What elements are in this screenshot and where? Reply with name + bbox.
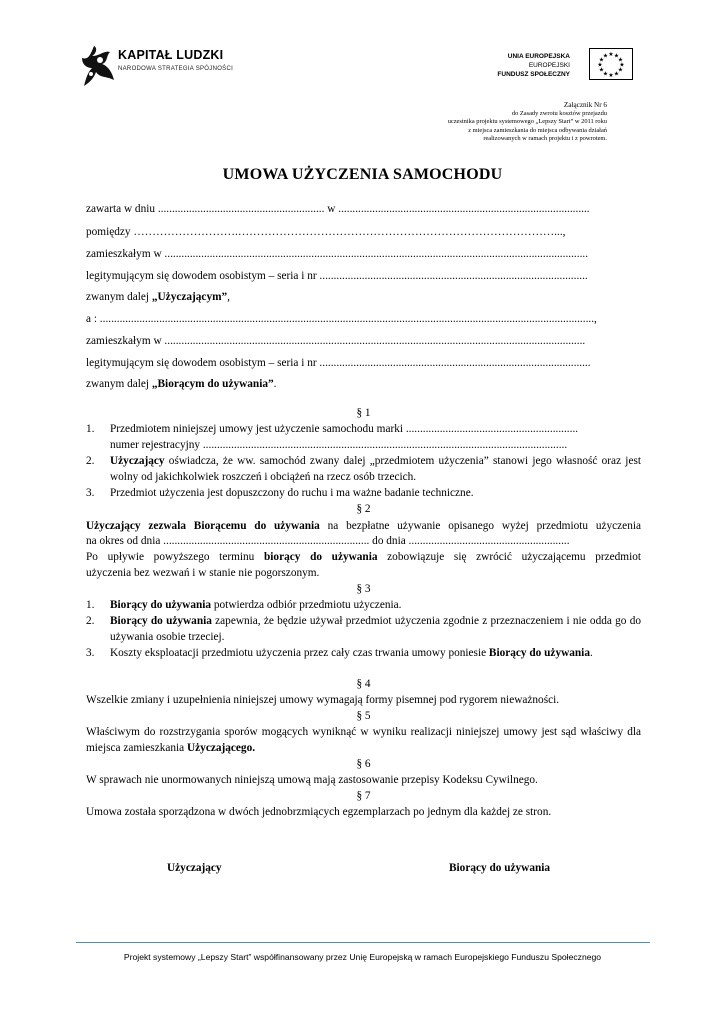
s3-item-3-bold: Biorący do używania [488,647,590,659]
section-7-p: Umowa została sporządzona w dwóch jednobrzmiących egzemplarzach po jednym dla każdej ze stron. [86,806,552,818]
s3-item-1-text [110,597,641,613]
annex-line-4: z miejsca zamieszkania do miejsca odbywania działań [468,126,607,134]
section-1-mark: § 1 [356,407,371,419]
section-1-item-2 [86,453,641,485]
section-3-mark: § 3 [356,583,371,595]
svg-text:★: ★ [619,61,625,69]
eu-line-1: UNIA EUROPEJSKA [507,53,570,60]
signature-lender: Użyczający [167,862,222,874]
item-number: 2. [86,615,95,627]
svg-text:★: ★ [602,70,609,78]
svg-text:★: ★ [597,61,603,69]
footer-text: Projekt systemowy „Lepszy Start” współfinansowany przez Unię Europejską w ramach Europejskiego Funduszu Społecznego [123,952,602,962]
section-2-p4: użyczenia bez wezwań i w stanie nie pogorszonym. [86,567,320,579]
item-3-text: Przedmiot użyczenia jest dopuszczony do ruchu i ma ważne badanie techniczne. [110,487,474,499]
section-2-mark: § 2 [356,503,371,515]
section-7-mark: § 7 [356,790,371,802]
s3-item-3-punct: . [589,647,593,659]
svg-text:★: ★ [608,72,614,79]
intro-zamieszkalym-1: zamieszkałym w ...................................................................................................................................................... [86,248,589,260]
item-1-line-a: Przedmiotem niniejszej umowy jest użyczenie samochodu marki ............................................................. [110,423,579,435]
section-2-p3 [86,549,641,565]
section-1-item-3 [86,485,641,501]
section-3-item-3 [86,645,641,661]
section-5-text [86,724,641,756]
zwanym-1-text: zwanym dalej [86,291,152,303]
zawarta-date-field: zawarta w dniu ........................................................... [86,203,325,215]
section-2-p1 [86,518,641,534]
logo-subtitle: NARODOWA STRATEGIA SPÓJNOŚCI [118,66,234,72]
section-6-mark: § 6 [356,758,371,770]
kapital-ludzki-emblem-icon [80,44,116,88]
svg-text:★: ★ [613,70,620,78]
item-number: 1. [86,423,95,435]
s3-item-1-bold: Biorący do używania [110,599,212,611]
section-5-mark: § 5 [356,710,371,722]
s3-item-1-rest: potwierdza odbiór przedmiotu użyczenia. [211,599,402,611]
item-number: 3. [86,647,95,659]
svg-text:★: ★ [608,51,614,58]
intro-zwanym-2 [86,376,641,392]
annex-line-3: uczestnika projektu systemowego „Lepszy Start” w 2011 roku [447,118,607,125]
item-number: 3. [86,487,95,499]
section-2-p1-bold: Użyczający zezwala Biorącemu do używania [86,520,320,532]
svg-text:★: ★ [613,52,620,60]
s3-item-2-bold: Biorący do używania [110,615,212,627]
svg-text:★: ★ [598,66,605,74]
intro-zamieszkalym-2: zamieszkałym w ..................................................................................................................................................... [86,335,586,347]
section-2-p3-a: Po upływie powyższego terminu [86,551,264,563]
item-1-line-b: numer rejestracyjny ................................................................................................................................. [110,439,568,451]
section-5-bold: Użyczającego. [187,742,256,754]
zawarta-place-field: w ......................................................................................... [324,203,590,215]
eu-line-3: FUNDUSZ SPOŁECZNY [497,71,570,78]
intro-zawarta [86,201,641,217]
zwanym-2-punct: . [273,378,277,390]
intro-zwanym-1 [86,289,641,305]
section-4-mark: § 4 [356,678,371,690]
section-5-p [86,724,641,756]
intro-pomiedzy: pomiędzy ……………………….…………………………………………………………………………..., [86,226,566,238]
section-2-p2: na okres od dnia ......................................................................... do dnia ......................................................... [86,535,570,547]
signature-borrower: Biorący do używania [449,862,551,874]
intro-legitymujacym-1: legitymującym się dowodem osobistym – seria i nr ............................................................................................... [86,270,588,282]
section-1-item-1 [86,421,641,453]
section-3-item-1 [86,597,641,613]
section-6-p: W sprawach nie unormowanych niniejszą umową mają zastosowanie przepisy Kodeksu Cywilnego. [86,774,538,786]
zwanym-1-punct: , [227,291,230,303]
section-2-p1-rest: na bezpłatne używanie opisanego wyżej przedmiotu użyczenia [319,520,641,532]
svg-text:★: ★ [617,66,624,74]
zwanym-1-bold: „Użyczającym” [151,291,228,303]
item-2-bold: Użyczający [110,455,165,467]
s3-item-3-a: Koszty eksploatacji przedmiotu użyczenia przez cały czas trwania umowy poniesie [110,647,489,659]
section-2-p3-bold: biorący do używania [264,551,378,563]
eu-flag-icon [589,48,633,80]
zwanym-2-bold: „Biorącym do używania” [151,378,274,390]
s3-item-2-text [110,613,641,645]
item-number: 1. [86,599,95,611]
eu-line-2: EUROPEJSKI [528,62,570,69]
section-3-item-2 [86,613,641,645]
item-2-text [110,453,641,485]
svg-text:★: ★ [617,56,624,64]
svg-text:★: ★ [598,56,605,64]
s3-item-3-text [110,645,641,661]
section-4-p: Wszelkie zmiany i uzupełnienia niniejszej umowy wymagają formy pisemnej pod rygorem nieważności. [86,694,560,706]
intro-a: a : ..............................................................................................................................................................................., [86,313,597,325]
section-2-p3-b: zobowiązuje się zwrócić użyczającemu przedmiot [377,551,641,563]
section-5-a: Właściwym do rozstrzygania sporów mogących wyniknąć w wyniku realizacji niniejszej umowy jest sąd właściwy dla miejsca zamieszkania [86,726,641,754]
intro-legitymujacym-2: legitymującym się dowodem osobistym – seria i nr ................................................................................................ [86,357,591,369]
annex-line-2: do Zasady zwrotu kosztów przejazdu [511,109,607,117]
svg-text:★: ★ [602,52,609,60]
annex-line-1: Załącznik Nr 6 [563,101,607,109]
item-number: 2. [86,455,95,467]
annex-note [307,101,607,144]
logo-title: KAPITAŁ LUDZKI [118,48,224,62]
document-title: UMOWA UŻYCZENIA SAMOCHODU [222,166,503,183]
eu-label [450,52,570,79]
zwanym-2-text: zwanym dalej [86,378,152,390]
footer-divider [76,942,650,943]
annex-line-5: realizowanych w ramach projektu i z powrotem. [483,135,607,142]
s3-item-2-rest: zapewnia, że będzie używał przedmiot użyczenia zgodnie z przeznaczeniem i nie odda go do używania osobie trzeciej. [110,615,641,643]
item-2-rest: oświadcza, że ww. samochód zwany dalej „przedmiotem użyczenia” stanowi jego własność oraz jest wolny od jakichkolwiek roszczeń i obciążeń na rzecz osób trzecich. [110,455,641,483]
